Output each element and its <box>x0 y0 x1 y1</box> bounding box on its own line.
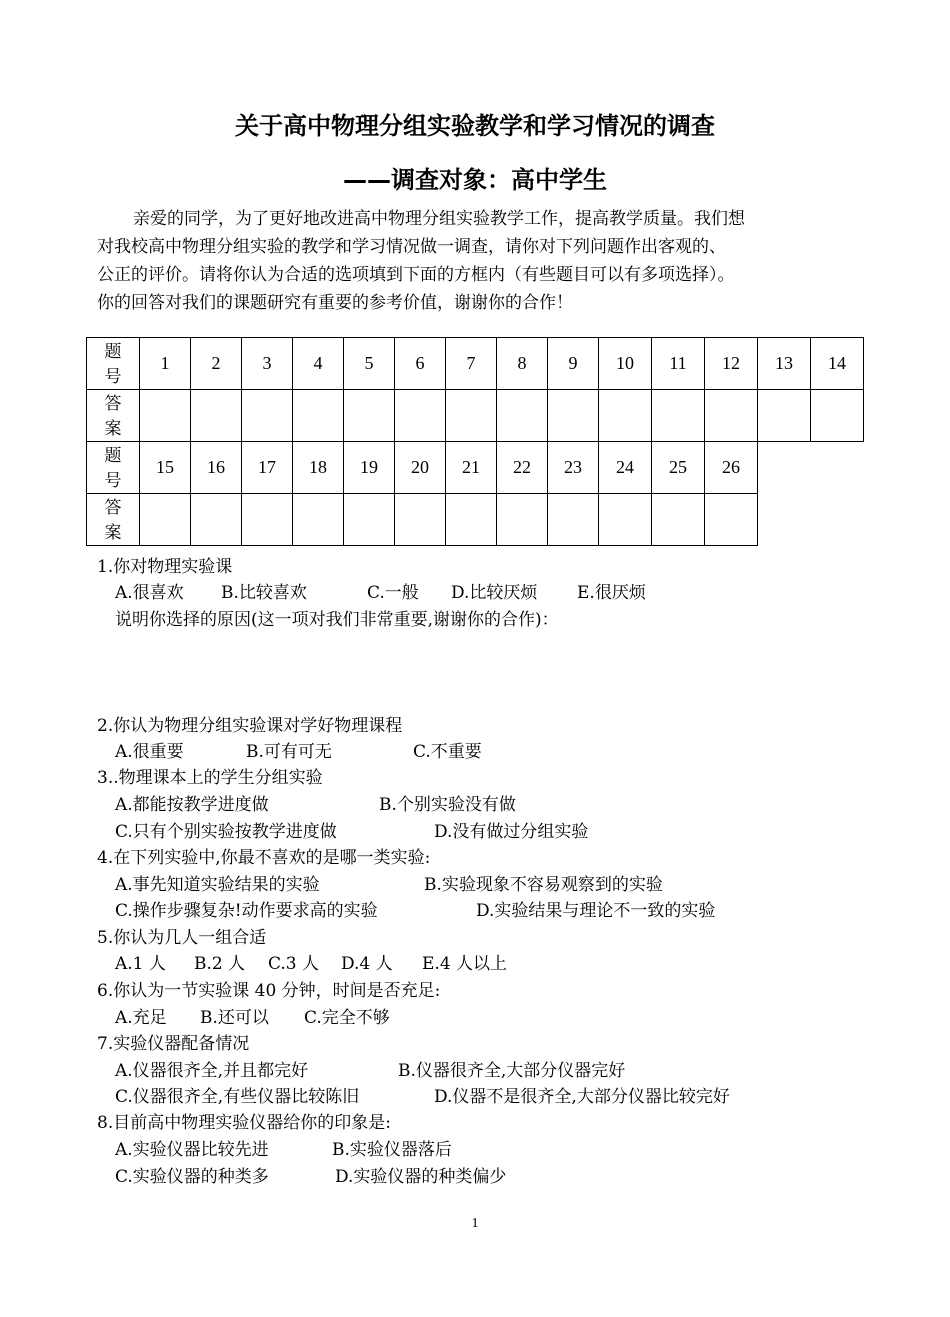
q7-option-c[interactable]: C.仪器很齐全,有些仪器比较陈旧 <box>115 1087 360 1107</box>
answer-cell[interactable] <box>395 494 446 546</box>
question-5: 5.你认为几人一组合适 <box>97 928 267 948</box>
intro-line: 对我校高中物理分组实验的教学和学习情况做一调查，请你对下列问题作出客观的、 <box>97 237 726 257</box>
q4-option-b[interactable]: B.实验现象不容易观察到的实验 <box>424 875 663 895</box>
answer-cell[interactable] <box>652 390 705 442</box>
q8-option-b[interactable]: B.实验仪器落后 <box>332 1140 452 1160</box>
q6-option-b[interactable]: B.还可以 <box>200 1008 269 1028</box>
q5-option-d[interactable]: D.4 人 <box>341 954 393 974</box>
q5-option-a[interactable]: A.1 人 <box>115 954 166 974</box>
question-number-cell: 22 <box>497 442 548 494</box>
question-number-cell: 6 <box>395 338 446 390</box>
question-number-cell: 14 <box>811 338 864 390</box>
answer-cell[interactable] <box>293 390 344 442</box>
answer-cell[interactable] <box>140 390 191 442</box>
question-number-cell: 19 <box>344 442 395 494</box>
q3-option-c[interactable]: C.只有个别实验按教学进度做 <box>115 822 337 842</box>
intro-line: 亲爱的同学，为了更好地改进高中物理分组实验教学工作，提高教学质量。我们想 <box>133 209 745 229</box>
answer-cell[interactable] <box>548 494 599 546</box>
question-number-cell: 25 <box>652 442 705 494</box>
question-number-cell: 5 <box>344 338 395 390</box>
question-number-cell: 7 <box>446 338 497 390</box>
q1-option-c[interactable]: C.一般 <box>367 583 419 603</box>
question-number-cell: 16 <box>191 442 242 494</box>
answer-cell[interactable] <box>242 390 293 442</box>
intro-line: 公正的评价。请将你认为合适的选项填到下面的方框内（有些题目可以有多项选择）。 <box>97 265 735 285</box>
question-number-cell: 15 <box>140 442 191 494</box>
answer-cell[interactable] <box>705 494 758 546</box>
page-number: 1 <box>471 1216 479 1231</box>
answer-label: 答 案 <box>87 494 140 546</box>
q8-option-d[interactable]: D.实验仪器的种类偏少 <box>335 1167 507 1187</box>
answer-cell[interactable] <box>293 494 344 546</box>
intro-line: 你的回答对我们的课题研究有重要的参考价值，谢谢你的合作！ <box>97 293 573 313</box>
q1-option-a[interactable]: A.很喜欢 <box>115 583 184 603</box>
question-number-cell: 4 <box>293 338 344 390</box>
q7-option-b[interactable]: B.仪器很齐全,大部分仪器完好 <box>398 1061 626 1081</box>
q4-option-c[interactable]: C.操作步骤复杂!动作要求高的实验 <box>115 901 378 921</box>
answer-cell[interactable] <box>446 390 497 442</box>
question-number-cell: 18 <box>293 442 344 494</box>
question-number-cell: 23 <box>548 442 599 494</box>
question-3: 3..物理课本上的学生分组实验 <box>97 768 323 788</box>
question-number-cell: 12 <box>705 338 758 390</box>
q8-option-c[interactable]: C.实验仪器的种类多 <box>115 1167 269 1187</box>
answer-row <box>87 390 864 442</box>
question-number-cell: 8 <box>497 338 548 390</box>
q2-option-c[interactable]: C.不重要 <box>413 742 482 762</box>
question-2: 2.你认为物理分组实验课对学好物理课程 <box>97 716 403 736</box>
answer-table <box>86 337 864 546</box>
q3-option-a[interactable]: A.都能按教学进度做 <box>115 795 269 815</box>
question-number-cell: 1 <box>140 338 191 390</box>
q5-option-b[interactable]: B.2 人 <box>194 954 246 974</box>
q1-option-b[interactable]: B.比较喜欢 <box>221 583 307 603</box>
q4-option-a[interactable]: A.事先知道实验结果的实验 <box>115 875 320 895</box>
question-number-row <box>87 338 864 390</box>
answer-cell[interactable] <box>344 494 395 546</box>
answer-row <box>87 494 864 546</box>
question-number-label: 题 号 <box>87 442 140 494</box>
question-4: 4.在下列实验中,你最不喜欢的是哪一类实验: <box>97 848 431 868</box>
question-number-cell: 2 <box>191 338 242 390</box>
answer-cell[interactable] <box>242 494 293 546</box>
q1-option-d[interactable]: D.比较厌烦 <box>451 583 538 603</box>
q8-option-a[interactable]: A.实验仪器比较先进 <box>115 1140 269 1160</box>
question-number-cell: 20 <box>395 442 446 494</box>
answer-cell[interactable] <box>599 390 652 442</box>
q3-option-d[interactable]: D.没有做过分组实验 <box>434 822 589 842</box>
question-number-cell: 3 <box>242 338 293 390</box>
answer-cell[interactable] <box>548 390 599 442</box>
q2-option-b[interactable]: B.可有可无 <box>246 742 332 762</box>
answer-cell[interactable] <box>344 390 395 442</box>
question-number-label: 题 号 <box>87 338 140 390</box>
answer-cell[interactable] <box>705 390 758 442</box>
question-number-cell: 21 <box>446 442 497 494</box>
q1-option-e[interactable]: E.很厌烦 <box>577 583 646 603</box>
question-number-cell: 26 <box>705 442 758 494</box>
q6-option-a[interactable]: A.充足 <box>115 1008 167 1028</box>
question-number-cell: 13 <box>758 338 811 390</box>
q3-option-b[interactable]: B.个别实验没有做 <box>379 795 516 815</box>
answer-cell[interactable] <box>497 390 548 442</box>
answer-cell[interactable] <box>758 390 811 442</box>
answer-cell[interactable] <box>811 390 864 442</box>
page-subtitle: ——调查对象：高中学生 <box>343 166 607 194</box>
question-number-row <box>87 442 864 494</box>
question-number-cell: 10 <box>599 338 652 390</box>
question-number-cell: 24 <box>599 442 652 494</box>
q5-option-c[interactable]: C.3 人 <box>268 954 320 974</box>
answer-cell[interactable] <box>497 494 548 546</box>
question-6: 6.你认为一节实验课 40 分钟，时间是否充足: <box>97 981 441 1001</box>
question-7: 7.实验仪器配备情况 <box>97 1034 250 1054</box>
answer-cell[interactable] <box>191 494 242 546</box>
q1-reason-note: 说明你选择的原因(这一项对我们非常重要,谢谢你的合作)： <box>115 610 559 630</box>
answer-cell[interactable] <box>395 390 446 442</box>
q4-option-d[interactable]: D.实验结果与理论不一致的实验 <box>476 901 716 921</box>
answer-cell[interactable] <box>191 390 242 442</box>
question-1: 1.你对物理实验课 <box>97 557 233 577</box>
question-number-cell: 9 <box>548 338 599 390</box>
answer-cell[interactable] <box>140 494 191 546</box>
q7-option-d[interactable]: D.仪器不是很齐全,大部分仪器比较完好 <box>434 1087 730 1107</box>
answer-label: 答 案 <box>87 390 140 442</box>
answer-cell[interactable] <box>652 494 705 546</box>
answer-cell[interactable] <box>446 494 497 546</box>
q5-option-e[interactable]: E.4 人以上 <box>422 954 508 974</box>
question-number-cell: 11 <box>652 338 705 390</box>
q6-option-c[interactable]: C.完全不够 <box>304 1008 390 1028</box>
q2-option-a[interactable]: A.很重要 <box>115 742 184 762</box>
question-number-cell: 17 <box>242 442 293 494</box>
q7-option-a[interactable]: A.仪器很齐全,并且都完好 <box>115 1061 309 1081</box>
answer-cell[interactable] <box>599 494 652 546</box>
page-title: 关于高中物理分组实验教学和学习情况的调查 <box>235 112 715 140</box>
question-8: 8.目前高中物理实验仪器给你的印象是: <box>97 1113 391 1133</box>
